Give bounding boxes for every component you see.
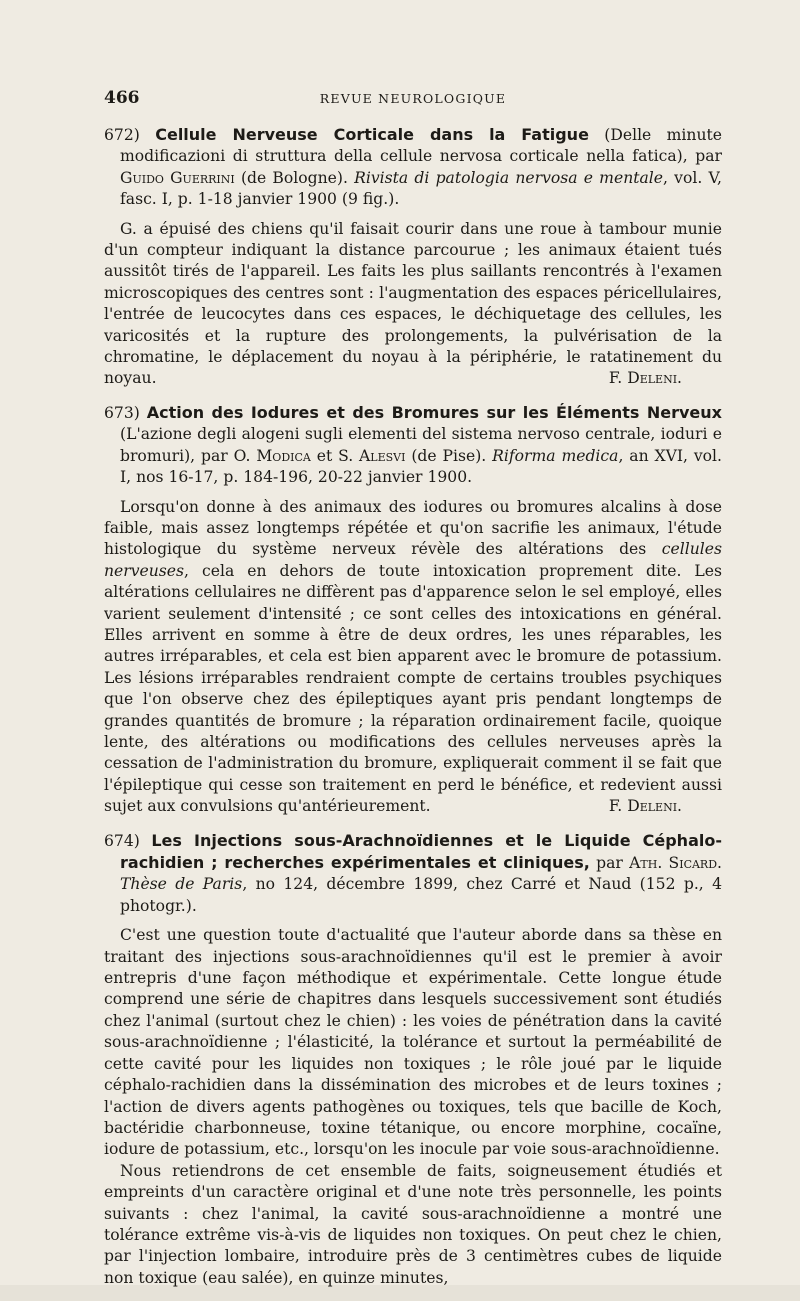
journal-name: Riforma medica bbox=[492, 446, 619, 465]
entry-674 bbox=[104, 830, 722, 1290]
entry-title: Cellule Nerveuse Corticale dans la Fatigue bbox=[155, 125, 589, 144]
author-name: Ath. Sicard. bbox=[629, 854, 722, 873]
body-paragraph: G. a épuisé des chiens qu'il faisait courir dans une roue à tambour munie d'un compteur indiquant la distance parcourue ; les animaux étaient tués aussitôt tirés de l'appareil. Les faits les plus saillants rencontrés à l'examen microscopiques des centres sont : l'augmentation des espaces péricellulaires, l'entrée de leucocytes dans ces espaces, le déchiquetage des cellules, les varicosités et la rupture des prolongements, la pulvérisation de la chromatine, le déplacement du noyau à la périphérie, le ratatinement du noyau. bbox=[104, 219, 722, 388]
journal-name: Rivista di patologia nervosa e mentale bbox=[354, 168, 664, 187]
citation-text: , vol. V, fasc. I, p. 1-18 janvier 1900 (9 fig.). bbox=[120, 168, 722, 209]
body-italic-text: cellules nerveuses bbox=[104, 540, 722, 580]
entry-body bbox=[104, 925, 722, 1289]
citation-text: , no 124, décembre 1899, chez Carré et Naud (152 p., 4 photogr.). bbox=[120, 875, 722, 915]
citation-text: par bbox=[589, 854, 630, 873]
page-number: 466 bbox=[104, 88, 140, 108]
body-text: Lorsqu'on donne à des animaux des iodures ou bromures alcalins à dose faible, mais assez longtemps répétée et qu'on sacrifie les animaux, l'étude histologique du système nerveux révèle des altérations des bbox=[104, 497, 722, 559]
entry-heading bbox=[104, 402, 722, 489]
signature-initial: F. bbox=[608, 369, 623, 388]
citation-text: (L'azione degli alogeni sugli elementi del sistema nervoso centrale, ioduri e bromuri), par O. bbox=[120, 425, 722, 465]
page-content bbox=[104, 124, 722, 1301]
body-paragraph: Nous retiendrons de cet ensemble de faits, soigneusement étudiés et empreints d'un caractère original et d'une note très personnelle, les points suivants : chez l'animal, la cavité sous-arachnoïdienne a montré une tolérance extrême vis-à-vis de liquides non toxiques. On peut chez le chien, par l'injection lombaire, introduire près de 3 centimètres cubes de liquide non toxique (eau salée), en quinze minutes, bbox=[104, 1161, 722, 1287]
entry-body bbox=[104, 219, 722, 390]
citation-text: (Delle minute modificazioni di struttura della cellule nervosa corticale nella fatica), par bbox=[120, 126, 722, 166]
signature-name: Deleni. bbox=[627, 797, 682, 816]
journal-name: Thèse de Paris bbox=[120, 875, 243, 894]
body-paragraph bbox=[104, 497, 722, 818]
author-name: Guido Guerrini bbox=[120, 168, 235, 187]
body-text: , cela en dehors de toute intoxication proprement dite. Les altérations cellulaires ne diffèrent pas d'apparence selon le sel employé, elles varient seulement d'intensité ; ce sont celles des intoxications en général. Elles arrivent en somme à être de deux ordres, les unes réparables, les autres irréparables, et cela est bien apparent avec le bromure de potassium. Les lésions irréparables rendraient compte de certains troubles psychiques que l'on observe chez des épileptiques ayant pris pendant longtemps de grandes quantités de bromure ; la réparation ordinairement facile, quoique lente, des altérations ou modifications des cellules nerveuses après la cessation de l'administration du bromure, expliquerait comment il se fait que l'épileptique qui cesse son traitement en perd le bénéfice, et redevient aussi sujet aux convulsions qu'antérieurement. bbox=[104, 561, 722, 816]
signature-name: Deleni. bbox=[627, 369, 682, 388]
body-paragraph: C'est une question toute d'actualité que l'auteur aborde dans sa thèse en traitant des injections sous-arachnoïdiennes qu'il est le premier à avoir entrepris d'une façon méthodique et expérimentale. Cette longue étude comprend une série de chapitres dans lesquels successivement sont étudiés chez l'animal (surtout chez le chien) : les voies de pénétration dans la cavité sous-arachnoïdienne ; l'élasticité, la tolérance et surtout la perméabilité de cette cavité pour les liquides non toxiques ; le rôle joué par le liquide céphalo-rachidien dans la dissémination des microbes et de leurs toxines ; l'action de divers agents pathogènes ou toxiques, tels que bacille de Koch, bactéridie charbonneuse, toxine tétanique, ou encore morphine, cocaïne, iodure de potassium, etc., lorsqu'on les inocule par voie sous-arachnoïdienne. bbox=[104, 926, 722, 1159]
entry-heading bbox=[104, 830, 722, 918]
entry-number: 673) bbox=[104, 403, 140, 422]
signature bbox=[104, 368, 722, 389]
entry-number: 674) bbox=[104, 831, 140, 850]
entry-672 bbox=[104, 124, 722, 390]
signature-initial: F. bbox=[608, 797, 623, 816]
author-name: Alesvi bbox=[359, 446, 406, 465]
entry-heading bbox=[104, 124, 722, 211]
entry-body bbox=[104, 497, 722, 818]
entry-title: Les Injections sous-Arachnoïdiennes et le Liquide Céphalo-rachidien ; recherches expérimentales et cliniques, bbox=[120, 830, 722, 873]
entry-number: 672) bbox=[104, 126, 140, 144]
author-name: Modica bbox=[256, 446, 311, 465]
page-header bbox=[104, 86, 722, 110]
citation-text: (de Pise). bbox=[405, 446, 493, 465]
citation-text: et S. bbox=[310, 446, 360, 465]
citation-text: (de Bologne). bbox=[234, 168, 355, 187]
running-title: REVUE NEUROLOGIQUE bbox=[319, 90, 507, 106]
citation-text: , an XVI, vol. I, nos 16-17, p. 184-196, 20-22 janvier 1900. bbox=[120, 446, 723, 487]
entry-title: Action des Iodures et des Bromures sur les Éléments Nerveux bbox=[146, 402, 722, 422]
entry-673 bbox=[104, 402, 722, 818]
